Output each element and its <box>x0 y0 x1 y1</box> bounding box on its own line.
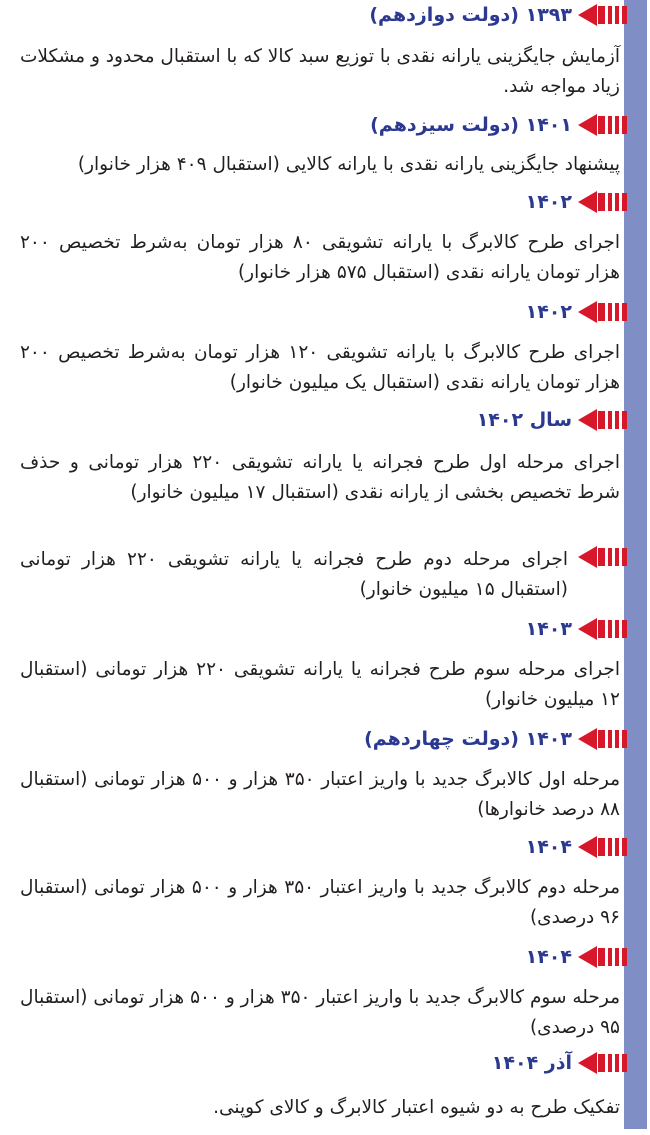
timeline-description: اجرای طرح کالابرگ با یارانه تشویقی ۱۲۰ هزار تومان به‌شرط تخصیص ۲۰۰ هزار تومان یارانه نقدی (استقبال یک میلیون خانوار) <box>20 342 620 393</box>
timeline-date-label: ۱۳۹۳ (دولت دوازدهم) <box>369 4 572 26</box>
timeline-description: اجرای مرحله دوم طرح فجرانه یا یارانه تشویقی ۲۲۰ هزار تومانی (استقبال ۱۵ میلیون خانوار) <box>20 549 568 600</box>
red-flag-arrow-icon <box>578 3 628 27</box>
red-flag-arrow-icon <box>578 617 628 641</box>
timeline-date-label: ۱۴۰۳ <box>525 618 572 640</box>
timeline-description: تفکیک طرح به دو شیوه اعتبار کالابرگ و کالای کوپنی. <box>213 1097 620 1118</box>
red-flag-arrow-icon <box>578 190 628 214</box>
timeline-date-label: ۱۴۰۲ <box>525 191 572 213</box>
timeline-date-label: آذر ۱۴۰۴ <box>491 1052 572 1074</box>
timeline-date-label: ۱۴۰۴ <box>525 946 572 968</box>
timeline-date-label: سال ۱۴۰۲ <box>476 409 572 431</box>
red-flag-arrow-icon <box>578 835 628 859</box>
timeline-description: مرحله اول کالابرگ جدید با واریز اعتبار ۳۵۰ هزار و ۵۰۰ هزار تومانی (استقبال ۸۸ درصد خانوارها) <box>20 769 620 820</box>
red-flag-arrow-icon <box>578 727 628 751</box>
timeline-description: اجرای طرح کالابرگ با یارانه تشویقی ۸۰ هزار تومان به‌شرط تخصیص ۲۰۰ هزار تومان یارانه نقدی (استقبال ۵۷۵ هزار خانوار) <box>20 232 620 283</box>
red-flag-arrow-icon <box>578 113 628 137</box>
timeline-description: مرحله دوم کالابرگ جدید با واریز اعتبار ۳۵۰ هزار و ۵۰۰ هزار تومانی (استقبال ۹۶ درصدی) <box>20 877 620 928</box>
timeline-date-label: ۱۴۰۲ <box>525 301 572 323</box>
timeline-date-label: ۱۴۰۱ (دولت سیزدهم) <box>370 114 572 136</box>
timeline-description: اجرای مرحله سوم طرح فجرانه یا یارانه تشویقی ۲۲۰ هزار تومانی (استقبال ۱۲ میلیون خانوار) <box>20 659 620 710</box>
red-flag-arrow-icon <box>578 945 628 969</box>
timeline-description: مرحله سوم کالابرگ جدید با واریز اعتبار ۳۵۰ هزار و ۵۰۰ هزار تومانی (استقبال ۹۵ درصدی) <box>20 987 620 1038</box>
timeline-description: اجرای مرحله اول طرح فجرانه یا یارانه تشویقی ۲۲۰ هزار تومانی و حذف شرط تخصیص بخشی از یارانه نقدی (استقبال ۱۷ میلیون خانوار) <box>20 452 620 503</box>
red-flag-arrow-icon <box>578 545 628 569</box>
timeline-date-label: ۱۴۰۴ <box>525 836 572 858</box>
red-flag-arrow-icon <box>578 300 628 324</box>
red-flag-arrow-icon <box>578 1051 628 1075</box>
red-flag-arrow-icon <box>578 408 628 432</box>
timeline-description: پیشنهاد جایگزینی یارانه نقدی با یارانه کالایی (استقبال ۴۰۹ هزار خانوار) <box>77 154 620 175</box>
timeline-date-label: ۱۴۰۳ (دولت چهاردهم) <box>364 728 572 750</box>
timeline-description: آزمایش جایگزینی یارانه نقدی با توزیع سبد کالا که با استقبال محدود و مشکلات زیاد مواجه شد. <box>20 46 620 97</box>
